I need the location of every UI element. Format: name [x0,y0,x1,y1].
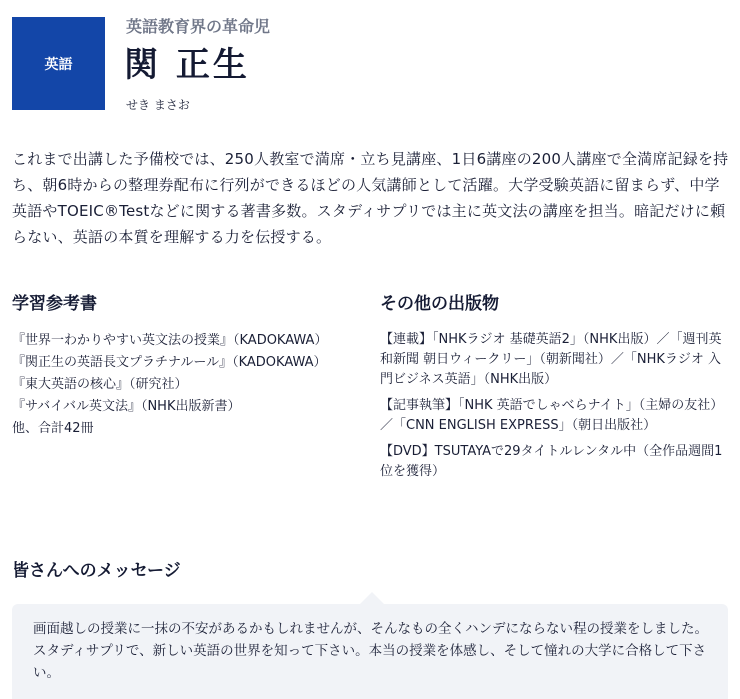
book-item: 『世界一わかりやすい英文法の授業』（KADOKAWA） [12,333,328,348]
study-books-title: 学習参考書 [12,294,97,314]
book-item: 『東大英語の核心』（研究社） [12,377,188,392]
teacher-catchphrase: 英語教育界の革命児 [126,17,271,36]
teacher-name-kana: せき まさお [126,98,190,112]
message-box [12,604,728,699]
publication-item: 【連載】「NHKラジオ 基礎英語2」（NHK出版）／「週刊英和新聞 朝日ウィークリー」（朝新聞社）／「NHKラジオ 入門ビジネス英語」（NHK出版） [380,332,722,387]
other-publications-title: その他の出版物 [380,294,499,314]
message-text: 画面越しの授業に一抹の不安があるかもしれませんが、そんなもの全くハンデにならない程の授業をしました。スタディサプリで、新しい英語の世界を知って下さい。本当の授業を体感し、そして憧れの大学に合格して下さい。 [33,621,708,681]
message-title: 皆さんへのメッセージ [12,561,181,581]
book-total: 他、合計42冊 [12,421,94,436]
teacher-name: 関 正生 [124,45,250,85]
book-item: 『サバイバル英文法』（NHK出版新書） [12,399,241,414]
publication-item: 【DVD】TSUTAYAで29タイトルレンタル中（全作品週間1位を獲得） [380,444,723,479]
publication-item: 【記事執筆】「NHK 英語でしゃべらナイト」（主婦の友社）／「CNN ENGLISH EXPRESS」（朝日出版社） [380,398,724,433]
other-publications-section [380,292,726,488]
subject-badge: 英語 [12,17,105,110]
teacher-introduction: これまで出講した予備校では、250人教室で満席・立ち見講座、1日6講座の200人講座で全満席記録を持ち、朝6時からの整理券配布に行列ができるほどの人気講師として活躍。大学受験英語に留まらず、中学英語やTOEIC®Testなどに関する著書多数。スタディサプリでは主に英文法の講座を担当。暗記だけに頼らない、英語の本質を理解する力を伝授する。 [12,150,729,246]
book-item: 『関正生の英語長文プラチナルール』（KADOKAWA） [12,355,327,370]
teacher-header [12,17,728,113]
study-books-section [12,292,352,440]
